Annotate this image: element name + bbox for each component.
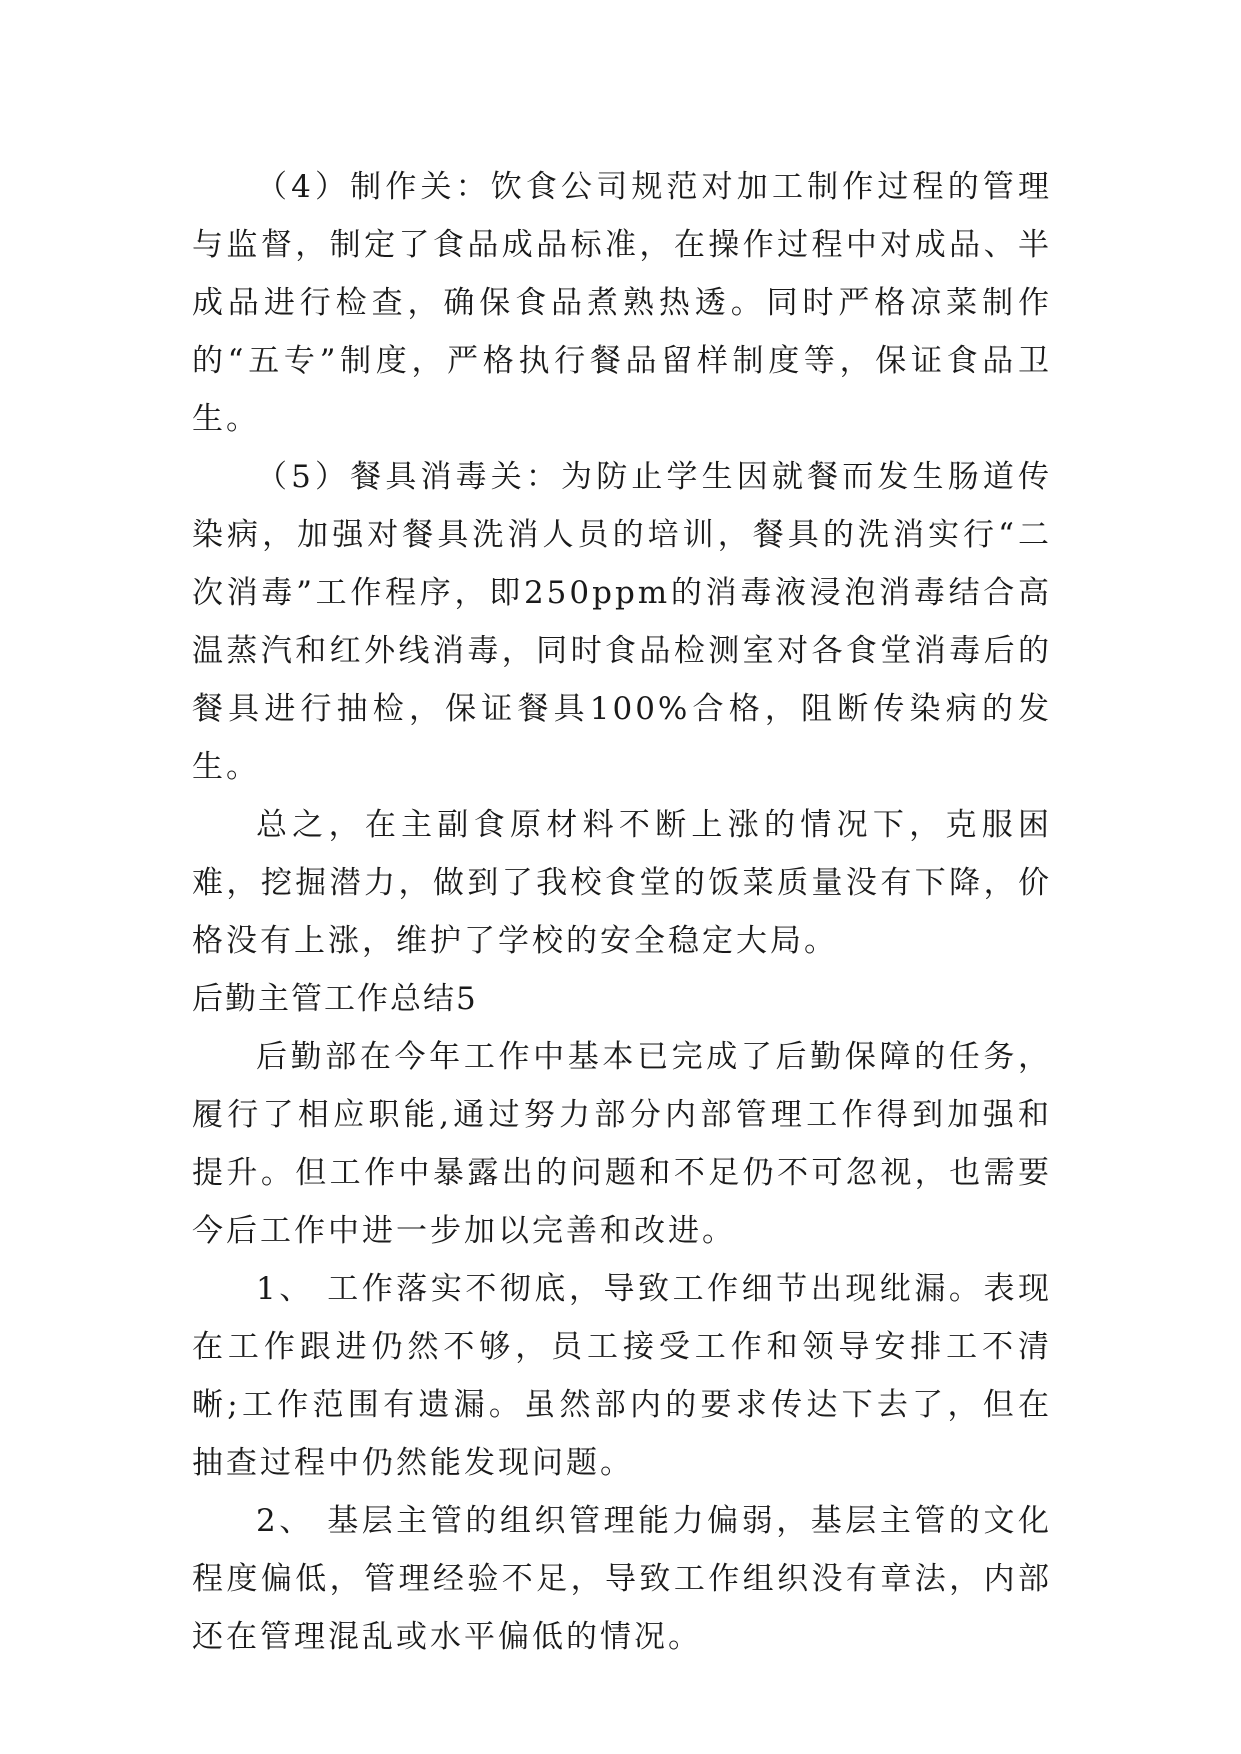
paragraph-making-control: （4）制作关：饮食公司规范对加工制作过程的管理与监督，制定了食品成品标准，在操作过程中对成品、半成品进行检查，确保食品煮熟热透。同时严格凉菜制作的“五专”制度，严格执行餐品留样制度等，保证食品卫生。 (192, 169, 1052, 437)
paragraph-issue-2: 2、 基层主管的组织管理能力偏弱，基层主管的文化程度偏低，管理经验不足，导致工作组织没有章法，内部还在管理混乱或水平偏低的情况。 (192, 1503, 1052, 1655)
paragraph-summary: 总之，在主副食原材料不断上涨的情况下，克服困难，挖掘潜力，做到了我校食堂的饭菜质量没有下降，价格没有上涨，维护了学校的安全稳定大局。 (192, 807, 1052, 959)
document-body (192, 158, 1052, 1666)
paragraph-intro: 后勤部在今年工作中基本已完成了后勤保障的任务，履行了相应职能,通过努力部分内部管理工作得到加强和提升。但工作中暴露出的问题和不足仍不可忽视，也需要今后工作中进一步加以完善和改进。 (192, 1039, 1052, 1249)
section-heading: 后勤主管工作总结5 (192, 981, 478, 1017)
paragraph-issue-1: 1、 工作落实不彻底，导致工作细节出现纰漏。表现在工作跟进仍然不够，员工接受工作和领导安排工不清晰;工作范围有遗漏。虽然部内的要求传达下去了，但在抽查过程中仍然能发现问题。 (192, 1271, 1052, 1481)
paragraph-tableware-disinfection: （5）餐具消毒关：为防止学生因就餐而发生肠道传染病，加强对餐具洗消人员的培训，餐具的洗消实行“二次消毒”工作程序，即250ppm的消毒液浸泡消毒结合高温蒸汽和红外线消毒，同时食品检测室对各食堂消毒后的餐具进行抽检，保证餐具100%合格，阻断传染病的发生。 (192, 459, 1052, 785)
